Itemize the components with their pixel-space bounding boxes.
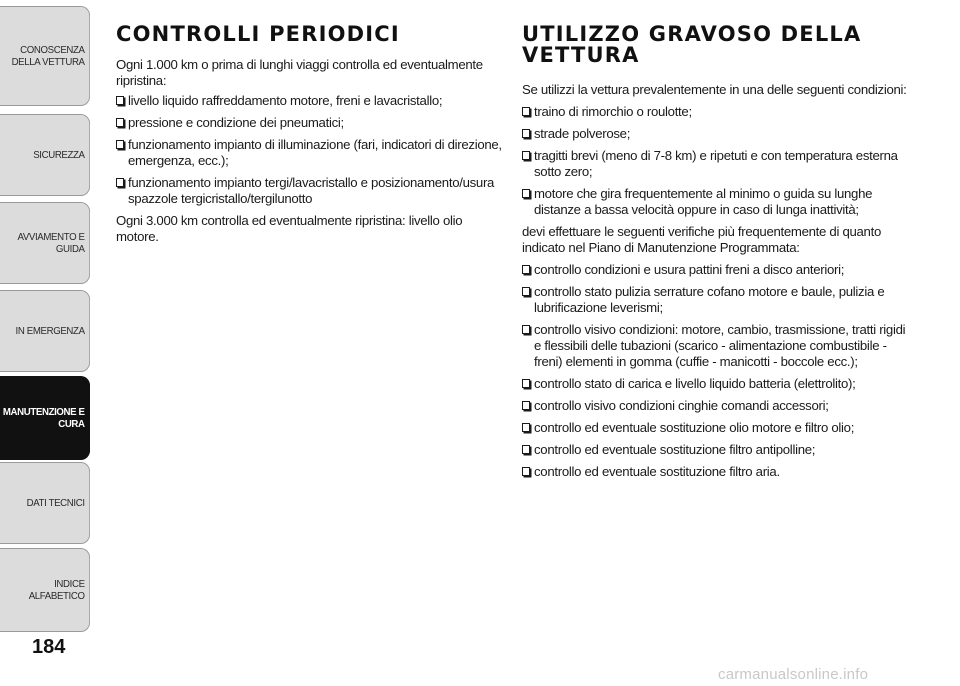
checkbox-bullet-icon	[116, 140, 124, 149]
list-item: controllo stato di carica e livello liquido batteria (elettrolito);	[522, 376, 912, 392]
tab-label: CONOSCENZA DELLA VETTURA	[11, 44, 85, 68]
checkbox-bullet-icon	[116, 178, 124, 187]
checkbox-bullet-icon	[522, 423, 530, 432]
list-item: controllo condizioni e usura pattini freni a disco anteriori;	[522, 262, 912, 278]
section-controlli-periodici	[116, 24, 502, 249]
checks-list	[522, 262, 912, 480]
tab-label: INDICE ALFABETICO	[28, 578, 85, 602]
intro-text: Se utilizzi la vettura prevalentemente in una delle seguenti condizioni:	[522, 82, 907, 97]
list-item: controllo stato pulizia serrature cofano motore e baule, pulizia e lubrificazione leverismi;	[522, 284, 912, 316]
list-item: funzionamento impianto di illuminazione (fari, indicatori di direzione, emergenza, ecc.);	[116, 137, 502, 169]
outro-text: Ogni 3.000 km controlla ed eventualmente ripristina: livello olio motore.	[116, 213, 463, 244]
checkbox-bullet-icon	[522, 129, 530, 138]
tab-sicurezza[interactable]	[0, 114, 90, 196]
list-item: pressione e condizione dei pneumatici;	[116, 115, 502, 131]
middle-text: devi effettuare le seguenti verifiche più frequentemente di quanto indicato nel Piano di Manutenzione Programmata:	[522, 224, 881, 255]
tab-avviamento-e-guida[interactable]	[0, 202, 90, 284]
section-title-line1: UTILIZZO GRAVOSO DELLA	[522, 22, 862, 46]
tab-conoscenza-della-vettura[interactable]	[0, 6, 90, 106]
checkbox-bullet-icon	[522, 379, 530, 388]
tab-dati-tecnici[interactable]	[0, 462, 90, 544]
tab-label: IN EMERGENZA	[15, 325, 85, 337]
tab-label: SICUREZZA	[33, 149, 85, 161]
conditions-list	[522, 104, 912, 218]
checkbox-bullet-icon	[522, 445, 530, 454]
checkbox-bullet-icon	[116, 118, 124, 127]
intro-text: Ogni 1.000 km o prima di lunghi viaggi controlla ed eventualmente ripristina:	[116, 57, 483, 88]
watermark: carmanualsonline.info	[718, 666, 869, 683]
list-item: controllo ed eventuale sostituzione olio motore e filtro olio;	[522, 420, 912, 436]
list-item: funzionamento impianto tergi/lavacristallo e posizionamento/usura spazzole tergicristallo/tergilunotto	[116, 175, 502, 207]
list-item: controllo ed eventuale sostituzione filtro antipolline;	[522, 442, 912, 458]
list-item: motore che gira frequentemente al minimo o guida su lunghe distanze a bassa velocità oppure in caso di lunga inattività;	[522, 186, 912, 218]
section-title-line2: VETTURA	[522, 43, 640, 67]
checkbox-bullet-icon	[522, 325, 530, 334]
page-number: 184	[32, 636, 66, 658]
section-title	[522, 24, 912, 66]
section-utilizzo-gravoso	[522, 24, 912, 486]
section-sidebar	[0, 0, 100, 640]
list-item: traino di rimorchio o roulotte;	[522, 104, 912, 120]
list-item: controllo visivo condizioni cinghie comandi accessori;	[522, 398, 912, 414]
section-title: CONTROLLI PERIODICI	[116, 22, 400, 46]
tab-manutenzione-e-cura[interactable]	[0, 376, 90, 460]
list-item: strade polverose;	[522, 126, 912, 142]
checkbox-bullet-icon	[522, 189, 530, 198]
checkbox-bullet-icon	[522, 287, 530, 296]
list-item: controllo visivo condizioni: motore, cambio, trasmissione, tratti rigidi e flessibili delle tubazioni (scarico - alimentazione combustibile - freni) elementi in gomma (cuffie - manicotti - boccole ecc.);	[522, 322, 912, 370]
tab-label: MANUTENZIONE E CURA	[2, 406, 85, 430]
checkbox-bullet-icon	[522, 265, 530, 274]
checkbox-bullet-icon	[522, 467, 530, 476]
checkbox-bullet-icon	[522, 151, 530, 160]
list-item: controllo ed eventuale sostituzione filtro aria.	[522, 464, 912, 480]
tab-label: AVVIAMENTO E GUIDA	[17, 231, 85, 255]
checklist	[116, 93, 502, 207]
tab-label: DATI TECNICI	[26, 497, 85, 509]
checkbox-bullet-icon	[522, 107, 530, 116]
tab-indice-alfabetico[interactable]	[0, 548, 90, 632]
tab-in-emergenza[interactable]	[0, 290, 90, 372]
list-item: livello liquido raffreddamento motore, freni e lavacristallo;	[116, 93, 502, 109]
list-item: tragitti brevi (meno di 7-8 km) e ripetuti e con temperatura esterna sotto zero;	[522, 148, 912, 180]
checkbox-bullet-icon	[116, 96, 124, 105]
checkbox-bullet-icon	[522, 401, 530, 410]
